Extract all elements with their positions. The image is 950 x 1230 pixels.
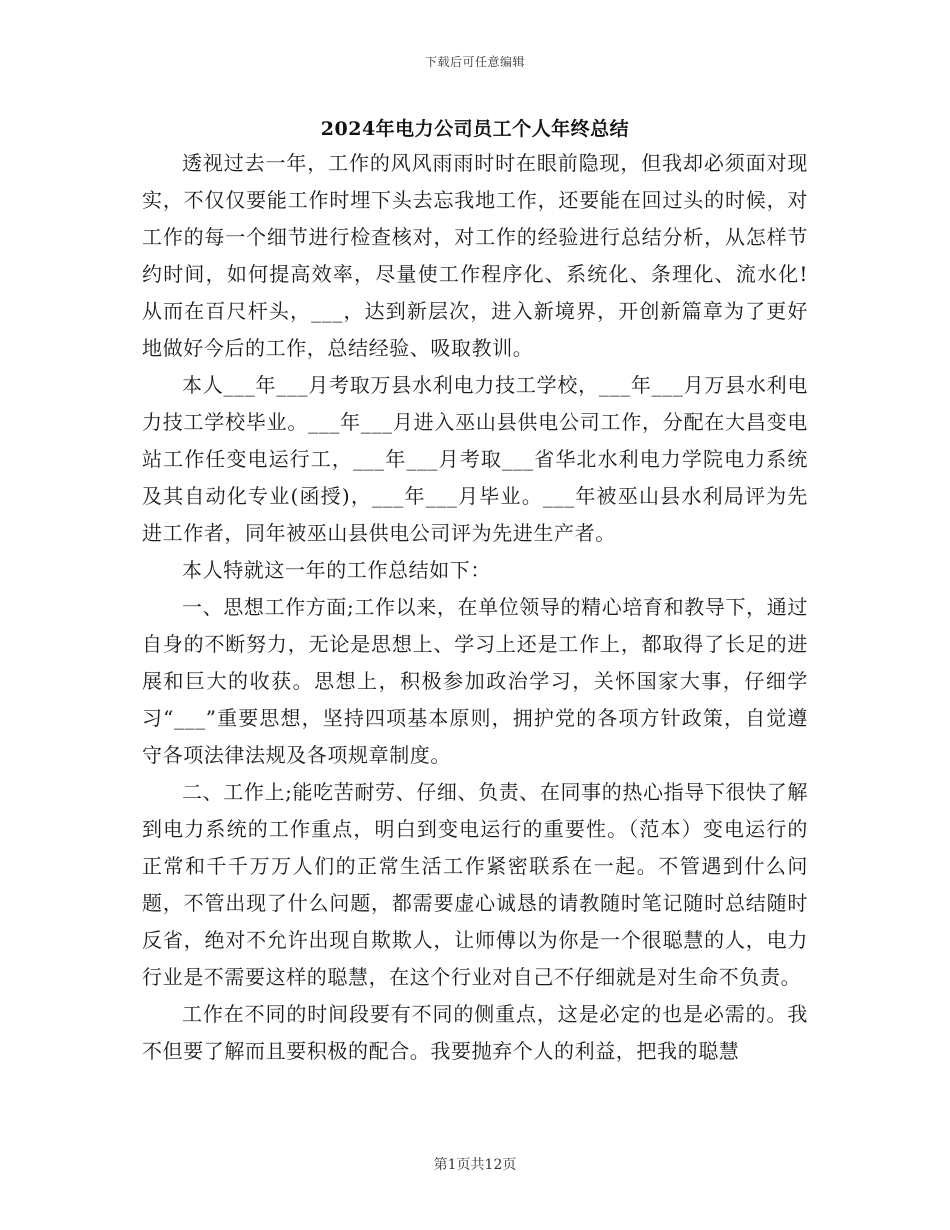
paragraph-priorities: 工作在不同的时间段要有不同的侧重点，这是必定的也是必需的。我不但要了解而且要积极的配合。我要抛弃个人的利益，把我的聪慧 (142, 1002, 808, 1063)
page-number: 第1页共12页 (433, 1157, 517, 1173)
paragraph-ideology: 一、思想工作方面;工作以来，在单位领导的精心培育和教导下，通过自身的不断努力，无论是思想上、学习上还是工作上，都取得了长足的进展和巨大的收获。思想上，积极参加政治学习，关怀国家大事，仔细学习“___”重要思想，坚持四项基本原则，拥护党的各项方针政策，自觉遵守各项法律法规及各项规章制度。 (142, 595, 808, 767)
header-note: 下载后可任意编辑 (424, 55, 525, 69)
document-body (142, 145, 808, 1070)
document-title: 2024年电力公司员工个人年终总结 (320, 118, 630, 140)
paragraph-background: 本人___年___月考取万县水利电力技工学校，___年___月万县水利电力技工学校毕业。___年___月进入巫山县供电公司工作，分配在大昌变电站工作任变电运行工，___年___月考取___省华北水利电力学院电力系统及其自动化专业(函授)，___年___月毕业。___年被巫山县水利局评为先进工作者，同年被巫山县供电公司评为先进生产者。 (142, 373, 808, 545)
paragraph-summary-lead: 本人特就这一年的工作总结如下： (182, 558, 491, 582)
paragraph-work: 二、工作上;能吃苦耐劳、仔细、负责、在同事的热心指导下很快了解到电力系统的工作重点，明白到变电运行的重要性。（范本）变电运行的正常和千千万万人们的正常生活工作紧密联系在一起。不管遇到什么问题，不管出现了什么问题，都需要虚心诚恳的请教随时笔记随时总结随时反省，绝对不允许出现自欺欺人，让师傅以为你是一个很聪慧的人，电力行业是不需要这样的聪慧，在这个行业对自己不仔细就是对生命不负责。 (142, 780, 808, 989)
paragraph-intro: 透视过去一年，工作的风风雨雨时时在眼前隐现，但我却必须面对现实，不仅仅要能工作时埋下头去忘我地工作，还要能在回过头的时候，对工作的每一个细节进行检查核对，对工作的经验进行总结分析，从怎样节约时间，如何提高效率，尽量使工作程序化、系统化、条理化、流水化!从而在百尺杆头，___，达到新层次，进入新境界，开创新篇章为了更好地做好今后的工作，总结经验、吸取教训。 (142, 151, 808, 360)
